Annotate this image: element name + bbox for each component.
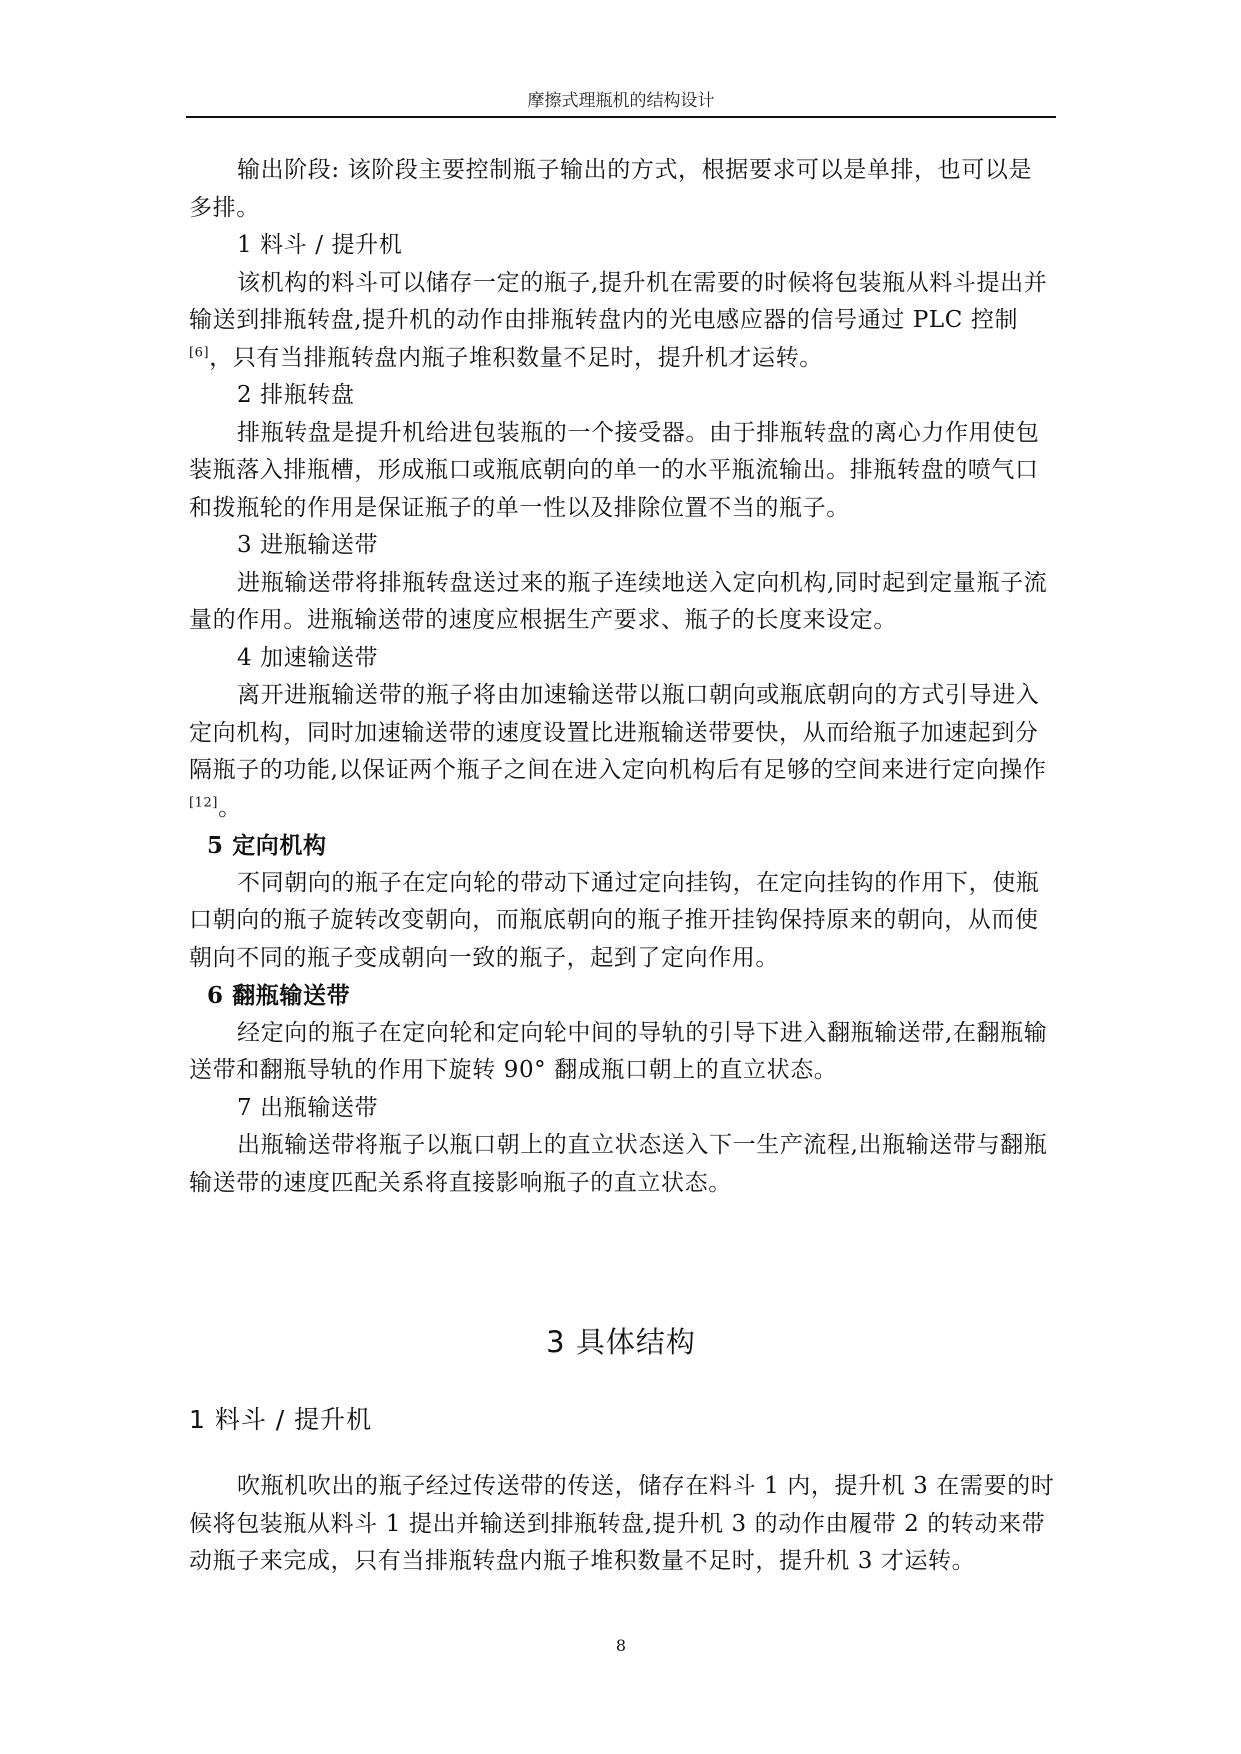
item-3-paragraph: 进瓶输送带将排瓶转盘送过来的瓶子连续地送入定向机构,同时起到定量瓶子流量的作用。进瓶输送带的速度应根据生产要求、瓶子的长度来设定。 [189,569,1048,633]
item-1-text: 该机构的料斗可以储存一定的瓶子,提升机在需要的时候将包装瓶从料斗提出并输送到排瓶转盘,提升机的动作由排瓶转盘内的光电感应器的信号通过 PLC 控制 [189,269,1048,333]
section-body [189,1468,1055,1581]
header-rule [186,116,1056,118]
section-paragraph: 吹瓶机吹出的瓶子经过传送带的传送，储存在料斗 1 内，提升机 3 在需要的时候将包装瓶从料斗 1 提出并输送到排瓶转盘,提升机 3 的动作由履带 2 的转动来带动瓶子来完成，只有当排瓶转盘内瓶子堆积数量不足时，提升机 3 才运转。 [189,1473,1055,1574]
item-4-text: 离开进瓶输送带的瓶子将由加速输送带以瓶口朝向或瓶底朝向的方式引导进入定向机构，同时加速输送带的速度设置比进瓶输送带要快，从而给瓶子加速起到分隔瓶子的功能,以保证两个瓶子之间在进入定向机构后有足够的空间来进行定向操作 [189,682,1047,783]
item-4-paragraph [189,677,1055,827]
item-4-title: 4 加速输送带 [237,644,379,671]
item-5-paragraph: 不同朝向的瓶子在定向轮的带动下通过定向挂钩，在定向挂钩的作用下，使瓶口朝向的瓶子旋转改变朝向，而瓶底朝向的瓶子推开挂钩保持原来的朝向，从而使朝向不同的瓶子变成朝向一致的瓶子，起到了定向作用。 [189,869,1040,971]
item-3-title: 3 进瓶输送带 [237,532,379,558]
section-heading: 1 料斗 / 提升机 [189,1405,373,1434]
item-2-title: 2 排瓶转盘 [237,382,355,408]
item-6-title: 6 翻瓶输送带 [207,982,351,1009]
item-7-title: 7 出瓶输送带 [237,1094,379,1121]
running-header: 摩擦式理瓶机的结构设计 [527,91,715,111]
chapter-heading: 3 具体结构 [546,1325,696,1359]
page-number: 8 [615,1636,627,1655]
output-stage-paragraph: 输出阶段: 该阶段主要控制瓶子输出的方式，根据要求可以是单排，也可以是多排。 [189,157,1033,221]
body-text [189,152,1055,1202]
item-6-paragraph: 经定向的瓶子在定向轮和定向轮中间的导轨的引导下进入翻瓶输送带,在翻瓶输送带和翻瓶导轨的作用下旋转 90° 翻成瓶口朝上的直立状态。 [189,1019,1048,1083]
item-4-text-end: 。 [218,794,242,821]
item-1-text-end: ，只有当排瓶转盘内瓶子堆积数量不足时，提升机才运转。 [209,344,823,371]
item-1-paragraph [189,265,1055,378]
item-2-paragraph: 排瓶转盘是提升机给进包装瓶的一个接受器。由于排瓶转盘的离心力作用使包装瓶落入排瓶槽，形成瓶口或瓶底朝向的单一的水平瓶流输出。排瓶转盘的喷气口和拨瓶轮的作用是保证瓶子的单一性以及排除位置不当的瓶子。 [189,419,1040,521]
item-7-paragraph: 出瓶输送带将瓶子以瓶口朝上的直立状态送入下一生产流程,出瓶输送带与翻瓶输送带的速度匹配关系将直接影响瓶子的直立状态。 [189,1132,1048,1196]
item-1-title: 1 料斗 / 提升机 [237,232,403,258]
citation-12: [12] [189,794,219,810]
citation-6: [6] [189,344,210,360]
item-5-title: 5 定向机构 [207,832,327,859]
